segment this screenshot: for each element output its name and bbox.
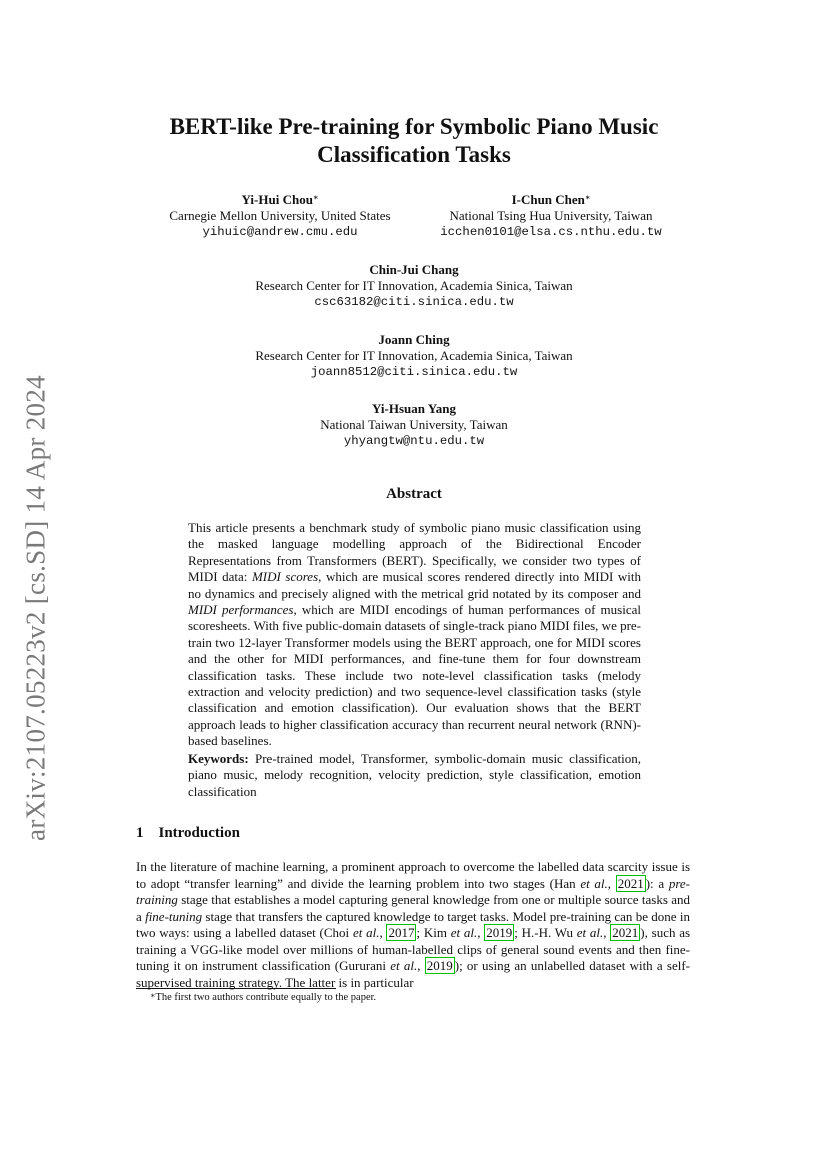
- equal-contribution-mark: ∗: [312, 193, 319, 202]
- author-name: Yi-Hsuan Yang: [372, 401, 456, 416]
- author-name: I-Chun Chen∗: [511, 192, 591, 207]
- footnote-mark: ∗: [150, 991, 156, 1000]
- section-title: Introduction: [158, 825, 240, 841]
- citation-link[interactable]: 2021: [617, 875, 644, 891]
- footnote-text: The first two authors contribute equally to the paper.: [155, 992, 377, 1003]
- keywords: [188, 751, 641, 800]
- citation-link[interactable]: 2021: [612, 925, 639, 940]
- author-email: joann8512@citi.sinica.edu.tw: [310, 365, 518, 379]
- author-name: Chin-Jui Chang: [369, 262, 459, 277]
- author-affiliation: Research Center for IT Innovation, Academia Sinica, Taiwan: [255, 278, 573, 293]
- author-name: Yi-Hui Chou∗: [241, 192, 319, 207]
- arxiv-identifier: arXiv:2107.05223v2 [cs.SD] 14 Apr 2024: [20, 374, 51, 841]
- author-email: yihuic@andrew.cmu.edu: [202, 225, 358, 239]
- author-affiliation: Carnegie Mellon University, United States: [169, 208, 391, 223]
- title-line-1: BERT-like Pre-training for Symbolic Piano Music: [169, 114, 659, 139]
- author-block-5: [0, 401, 828, 449]
- footnote-divider: [136, 988, 336, 989]
- abstract-heading: Abstract: [386, 486, 442, 502]
- author-affiliation: National Taiwan University, Taiwan: [320, 417, 508, 432]
- citation-link[interactable]: 2019: [486, 925, 513, 940]
- author-email: yhyangtw@ntu.edu.tw: [343, 434, 485, 448]
- introduction-paragraph: In the literature of machine learning, a prominent approach to overcome the labelled data scarcity issue is to adopt “transfer learning” and divide the learning problem into two stages (Han et al., 2021 ): a pre-training stage that establishes a model capturing general knowledge from one or multiple source tasks and a fine-tuning stage that transfers the captured knowledge to target tasks. Model pre-training can be done in two ways: using a labelled dataset (Choi et al., 2017 ; Kim et al., 2019 ; H.-H. Wu et al., 2021 ), such as training a VGG-like model over millions of human-labelled clips of general sound events and then fine-tuning it on instrument classification (Gururani et al., 2019 ); or using an unlabelled dataset with a self-supervised training strategy. The latter is in particular: [136, 859, 691, 990]
- section-number: 1: [136, 825, 144, 841]
- citation-link[interactable]: 2019: [426, 958, 453, 973]
- equal-contribution-mark: ∗: [584, 193, 591, 202]
- abstract-body: This article presents a benchmark study of symbolic piano music classification using the masked language modelling approach of the Bidirectional Encoder Representations from Transformers (BERT). Specifically, we consider two types of MIDI data: MIDI scores, which are musical scores rendered directly into MIDI with no dynamics and precisely aligned with the metrical grid notated by its composer and MIDI performances, which are MIDI encodings of human performances of musical scoresheets. With five public-domain datasets of single-track piano MIDI files, we pre-train two 12-layer Transformer models using the BERT approach, one for MIDI scores and the other for MIDI performances, and fine-tune them for four downstream classification tasks. These include two note-level classification tasks (melody extraction and velocity prediction) and two sequence-level classification tasks (style classification and emotion classification). Our evaluation shows that the BERT approach leads to higher classification accuracy than recurrent neural network (RNN)-based baselines.: [188, 520, 642, 749]
- section-heading-introduction: [136, 825, 240, 842]
- title-line-2: Classification Tasks: [317, 142, 511, 167]
- author-email: csc63182@citi.sinica.edu.tw: [314, 295, 514, 309]
- author-block-3: [0, 262, 828, 310]
- author-affiliation: Research Center for IT Innovation, Academia Sinica, Taiwan: [255, 348, 573, 363]
- citation-link[interactable]: 2017: [388, 925, 415, 940]
- author-block-4: [0, 332, 828, 380]
- author-block-2: [416, 192, 686, 240]
- author-block-1: [140, 192, 420, 240]
- author-affiliation: National Tsing Hua University, Taiwan: [449, 208, 653, 223]
- footnote: [150, 991, 376, 1004]
- author-name: Joann Ching: [378, 332, 450, 347]
- paper-title: [0, 113, 828, 169]
- keywords-text: Pre-trained model, Transformer, symbolic-domain music classification, piano music, melody recognition, velocity prediction, style classification, emotion classification: [188, 751, 641, 799]
- emphasis-midi-scores: MIDI scores: [251, 569, 319, 585]
- keywords-label: Keywords:: [188, 751, 249, 766]
- emphasis-midi-performances: MIDI performances: [188, 602, 294, 618]
- author-email: icchen0101@elsa.cs.nthu.edu.tw: [440, 225, 662, 239]
